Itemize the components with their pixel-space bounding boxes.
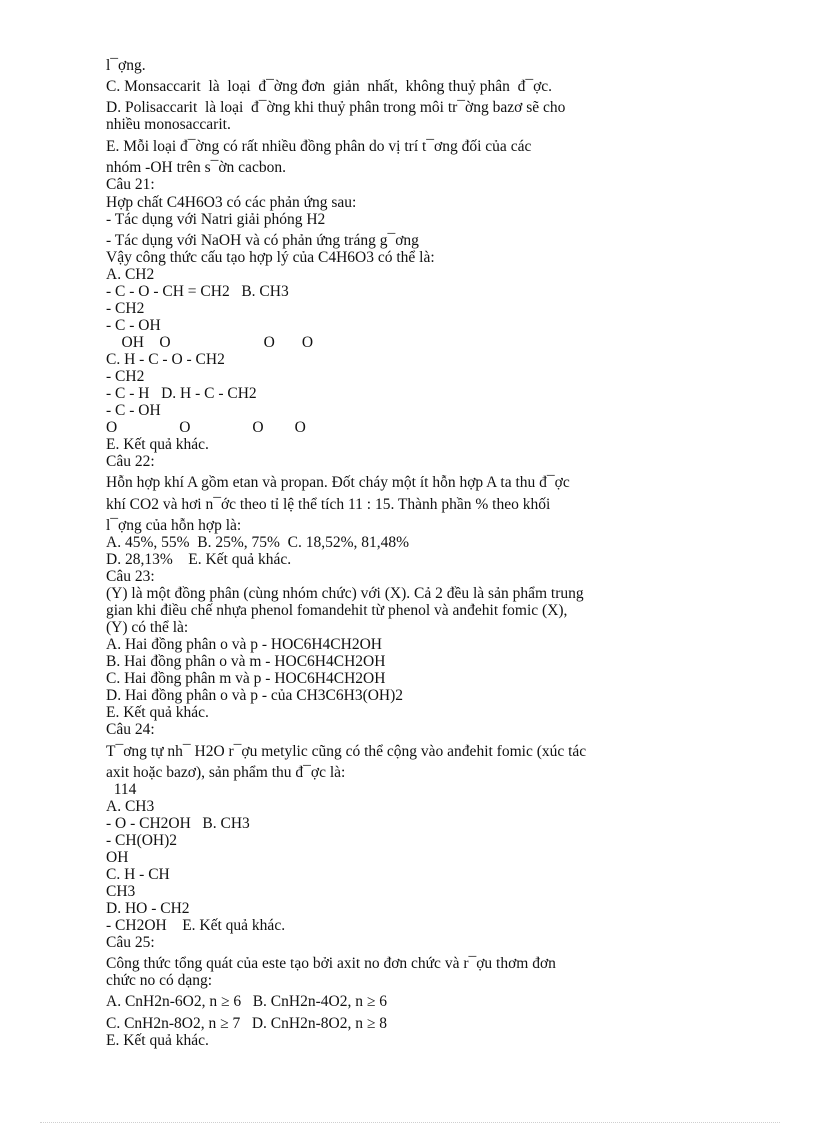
text-line: Công thức tổng quát của este tạo bởi axit no đơn chức và r¯ợu thơm đơn	[106, 955, 556, 972]
text-line: - Tác dụng với NaOH và có phản ứng tráng g¯ơng	[106, 232, 419, 249]
text-line: l¯ợng.	[106, 57, 146, 74]
answer-option: A. 45%, 55% B. 25%, 75% C. 18,52%, 81,48%	[106, 534, 410, 551]
answer-option: C. Hai đồng phân m và p - HOC6H4CH2OH	[106, 670, 386, 687]
answer-option: D. 28,13% E. Kết quả khác.	[106, 551, 292, 568]
question-heading: Câu 22:	[106, 453, 155, 470]
text-line: E. Mỗi loại đ¯ờng có rất nhiều đồng phân do vị trí t¯ơng đối của các	[106, 138, 532, 155]
text-line: khí CO2 và hơi n¯ớc theo tỉ lệ thể tích 11 : 15. Thành phần % theo khối	[106, 496, 551, 513]
text-line: chức no có dạng:	[106, 972, 213, 989]
text-line: - Tác dụng với Natri giải phóng H2	[106, 211, 326, 228]
text-line: nhiều monosaccarit.	[106, 116, 231, 133]
text-line: - CH2	[106, 300, 145, 317]
answer-option: B. Hai đồng phân o và m - HOC6H4CH2OH	[106, 653, 386, 670]
answer-option: A. Hai đồng phân o và p - HOC6H4CH2OH	[106, 636, 382, 653]
text-line: - CH2	[106, 368, 145, 385]
answer-option: A. CnH2n-6O2, n ≥ 6 B. CnH2n-4O2, n ≥ 6	[106, 993, 387, 1010]
text-line: Vậy công thức cấu tạo hợp lý của C4H6O3 có thể là:	[106, 249, 435, 266]
text-line: C. Monsaccarit là loại đ¯ờng đơn giản nhất, không thuỷ phân đ¯ợc.	[106, 78, 553, 95]
text-line: CH3	[106, 883, 136, 900]
text-line: Hợp chất C4H6O3 có các phản ứng sau:	[106, 194, 357, 211]
answer-option: C. CnH2n-8O2, n ≥ 7 D. CnH2n-8O2, n ≥ 8	[106, 1015, 387, 1032]
answer-option: D. HO - CH2	[106, 900, 190, 917]
text-line: O O O O	[106, 419, 306, 436]
question-heading: Câu 21:	[106, 176, 155, 193]
text-line: - O - CH2OH B. CH3	[106, 815, 250, 832]
answer-option: C. H - C - O - CH2	[106, 351, 225, 368]
answer-option: C. H - CH	[106, 866, 170, 883]
text-line: nhóm -OH trên s¯ờn cacbon.	[106, 159, 286, 176]
page-number: 114	[106, 781, 137, 798]
answer-option: E. Kết quả khác.	[106, 436, 209, 453]
text-line: - C - OH	[106, 317, 161, 334]
text-line: (Y) là một đồng phân (cùng nhóm chức) với (X). Cả 2 đều là sản phẩm trung	[106, 585, 584, 602]
text-line: - C - H D. H - C - CH2	[106, 385, 257, 402]
question-heading: Câu 23:	[106, 568, 155, 585]
question-heading: Câu 24:	[106, 721, 155, 738]
text-line: axit hoặc bazơ), sản phẩm thu đ¯ợc là:	[106, 764, 346, 781]
text-line: T¯ơng tự nh¯ H2O r¯ợu metylic cũng có thể cộng vào anđehit fomic (xúc tác	[106, 743, 587, 760]
question-heading: Câu 25:	[106, 934, 155, 951]
text-line: Hỗn hợp khí A gồm etan và propan. Đốt cháy một ít hỗn hợp A ta thu đ¯ợc	[106, 474, 570, 491]
answer-option: E. Kết quả khác.	[106, 1032, 209, 1049]
answer-option: A. CH2	[106, 266, 155, 283]
answer-option: E. Kết quả khác.	[106, 704, 209, 721]
answer-option: D. Hai đồng phân o và p - của CH3C6H3(OH)2	[106, 687, 404, 704]
text-line: OH O O O	[106, 334, 314, 351]
text-line: (Y) có thể là:	[106, 619, 189, 636]
text-line: - CH2OH E. Kết quả khác.	[106, 917, 286, 934]
text-line: gian khi điều chế nhựa phenol fomandehit từ phenol và anđehit fomic (X),	[106, 602, 568, 619]
text-line: l¯ợng của hỗn hợp là:	[106, 517, 242, 534]
text-line: - C - OH	[106, 402, 161, 419]
answer-option: A. CH3	[106, 798, 155, 815]
text-line: - C - O - CH = CH2 B. CH3	[106, 283, 289, 300]
text-line: D. Polisaccarit là loại đ¯ờng khi thuỷ phân trong môi tr¯ờng bazơ sẽ cho	[106, 99, 566, 116]
text-line: OH	[106, 849, 129, 866]
text-line: - CH(OH)2	[106, 832, 178, 849]
